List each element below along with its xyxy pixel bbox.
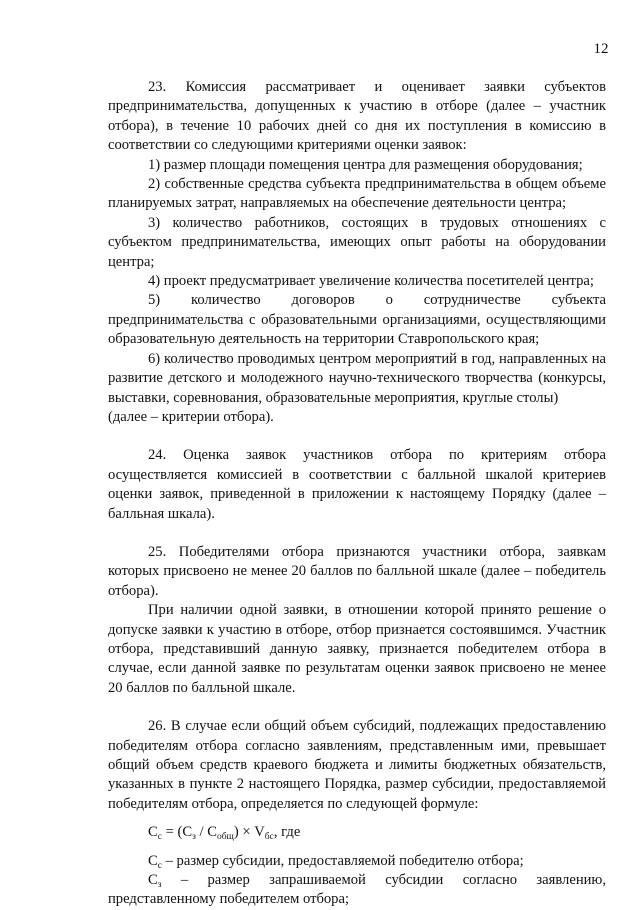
criterion-3: 3) количество работников, состоящих в трудовых отношениях с субъектом предпринимательства, имеющих опыт работы на оборудовании центра;	[108, 214, 606, 270]
item-25-p1: 25. Победителями отбора признаются участники отбора, заявкам которых присвоено не менее 20 баллов по балльной шкале (далее – победитель отбора).	[108, 543, 606, 599]
item-24: 24. Оценка заявок участников отбора по критериям отбора осуществляется комиссией в соответствии с балльной шкалой критериев оценки заявок, приведенной в приложении к настоящему Порядку (далее – балльная шкала).	[108, 447, 606, 522]
item-25-p2: При наличии одной заявки, в отношении которой принято решение о допуске заявки к участию в отборе, отбор признается состоявшимся. Участник отбора, представивший данную заявку, признается победителем отбора в случае, если данной заявке по результатам оценки заявок присвоено не менее 20 баллов по балльной шкале.	[108, 602, 606, 696]
definition-cz: $С_з$ – размер запрашиваемой субсидии согласно заявлению, представленному победителем отбора;	[108, 872, 606, 908]
item-23-intro: 23. Комиссия рассматривает и оценивает заявки субъектов предпринимательства, допущенных к участию в отборе (далее – участник отбора), в течение 10 рабочих дней со дня их поступления в комиссию в соответствии со следующими критериями оценки заявок:	[108, 79, 606, 154]
criterion-5: 5) количество договоров о сотрудничестве субъекта предпринимательства с образовательными организациями, осуществляющими образовательную деятельность на территории Ставропольского края;	[108, 292, 606, 348]
criterion-6: 6) количество проводимых центром мероприятий в год, направленных на развитие детского и молодежного научно-технического творчества (конкурсы, выставки, соревнования, образовательные мероприятия, круглые столы)	[108, 350, 606, 406]
item-23-closing: (далее – критерии отбора).	[108, 408, 274, 425]
criterion-4: 4) проект предусматривает увеличение количества посетителей центра;	[148, 273, 594, 290]
subsidy-formula: $С_с = (С_з / С_{общ}) \times V_{бс}$, где	[148, 824, 301, 843]
definition-cs: $С_с$ – размер субсидии, предоставляемой победителю отбора;	[148, 852, 524, 871]
criterion-2: 2) собственные средства субъекта предпринимательства в общем объеме планируемых затрат, направляемых на обеспечение деятельности центра;	[108, 176, 606, 212]
item-26-p1: 26. В случае если общий объем субсидий, подлежащих предоставлению победителям отбора согласно заявлениям, представленным ими, превышает общий объем средств краевого бюджета и лимиты бюджетных обязательств, указанных в пункте 2 настоящего Порядка, размер субсидии, предоставляемой победителям отбора, определяется по следующей формуле:	[108, 718, 606, 812]
document-body	[108, 78, 606, 910]
page-number: 12	[593, 41, 609, 57]
criterion-1: 1) размер площади помещения центра для размещения оборудования;	[148, 156, 583, 173]
